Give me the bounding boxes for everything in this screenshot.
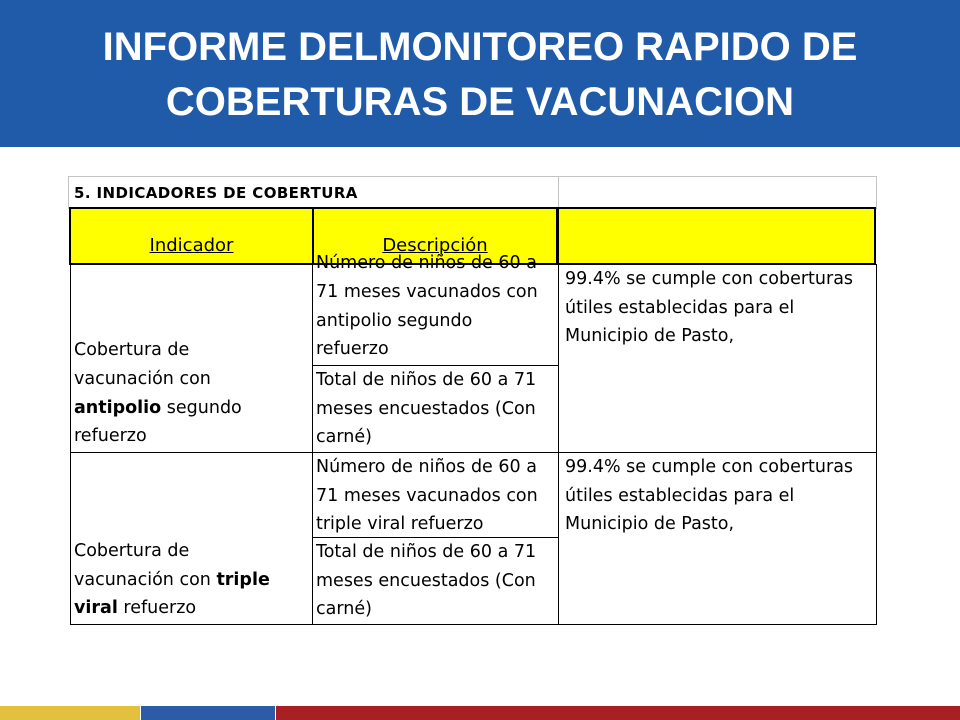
indicator-line bbox=[74, 566, 312, 595]
result-line: Municipio de Pasto, bbox=[565, 326, 735, 347]
title-banner bbox=[0, 0, 960, 147]
denominator-line: meses encuestados (Con bbox=[316, 570, 536, 591]
numerator-line: 71 meses vacunados con bbox=[316, 281, 538, 302]
section-empty-cell bbox=[558, 176, 877, 209]
indicator-bold-term: viral bbox=[74, 598, 118, 619]
table-row-1-numerator-cell bbox=[312, 253, 559, 366]
indicator-line bbox=[74, 594, 312, 623]
indicator-line: vacunación con bbox=[74, 368, 211, 389]
numerator-line: Número de niños de 60 a bbox=[316, 253, 537, 274]
header-indicator-label: Indicador bbox=[149, 235, 234, 257]
table-row-2-result-cell bbox=[558, 452, 877, 625]
slide-title bbox=[0, 20, 960, 130]
result-line: 99.4% se cumple con coberturas bbox=[565, 457, 854, 477]
denominator-line: Total de niños de 60 a 71 bbox=[316, 370, 537, 390]
table-row-2-denominator-cell bbox=[312, 537, 559, 625]
table-row-1-result-cell bbox=[558, 264, 877, 453]
indicator-text: segundo bbox=[161, 397, 242, 418]
numerator-line: antipolio segundo bbox=[316, 310, 473, 331]
footer-stripe-red bbox=[276, 706, 960, 720]
indicator-line: refuerzo bbox=[74, 426, 147, 447]
denominator-line: Total de niños de 60 a 71 bbox=[316, 542, 537, 562]
denominator-line: carné) bbox=[316, 599, 372, 620]
table-row-2-indicator-cell bbox=[70, 452, 313, 625]
header-cell-result bbox=[557, 207, 876, 265]
header-cell-indicator bbox=[69, 207, 314, 265]
section-title: 5. INDICADORES DE COBERTURA bbox=[74, 183, 358, 202]
result-line: 99.4% se cumple con coberturas bbox=[565, 269, 854, 289]
numerator-line: triple viral refuerzo bbox=[316, 514, 484, 535]
slide-title-line-1: INFORME DELMONITOREO RAPIDO DE bbox=[102, 25, 858, 69]
slide-title-line-2: COBERTURAS DE VACUNACION bbox=[165, 80, 795, 124]
indicator-line: Cobertura de bbox=[74, 540, 190, 561]
indicator-text: refuerzo bbox=[117, 598, 197, 619]
footer-stripe-yellow bbox=[0, 706, 140, 720]
indicator-line: Cobertura de bbox=[74, 340, 190, 361]
numerator-line: refuerzo bbox=[316, 339, 389, 360]
numerator-line: Número de niños de 60 a bbox=[316, 457, 537, 477]
indicator-line bbox=[74, 394, 312, 423]
table-row-2-numerator-cell bbox=[312, 452, 559, 538]
table-row-1-denominator-cell bbox=[312, 365, 559, 453]
result-line: Municipio de Pasto, bbox=[565, 514, 735, 535]
denominator-line: meses encuestados (Con bbox=[316, 398, 536, 419]
footer-stripe-blue bbox=[141, 706, 275, 720]
numerator-line: 71 meses vacunados con bbox=[316, 485, 538, 506]
indicator-bold-term: antipolio bbox=[74, 397, 162, 418]
header-description-label: Descripción bbox=[382, 235, 488, 257]
result-line: útiles establecidas para el bbox=[565, 485, 795, 506]
denominator-line: carné) bbox=[316, 427, 372, 448]
indicator-text: vacunación con bbox=[74, 569, 217, 590]
section-title-cell bbox=[68, 176, 559, 209]
result-line: útiles establecidas para el bbox=[565, 297, 795, 318]
table-row-1-indicator-cell bbox=[70, 264, 313, 453]
indicator-bold-term: triple bbox=[216, 569, 270, 590]
